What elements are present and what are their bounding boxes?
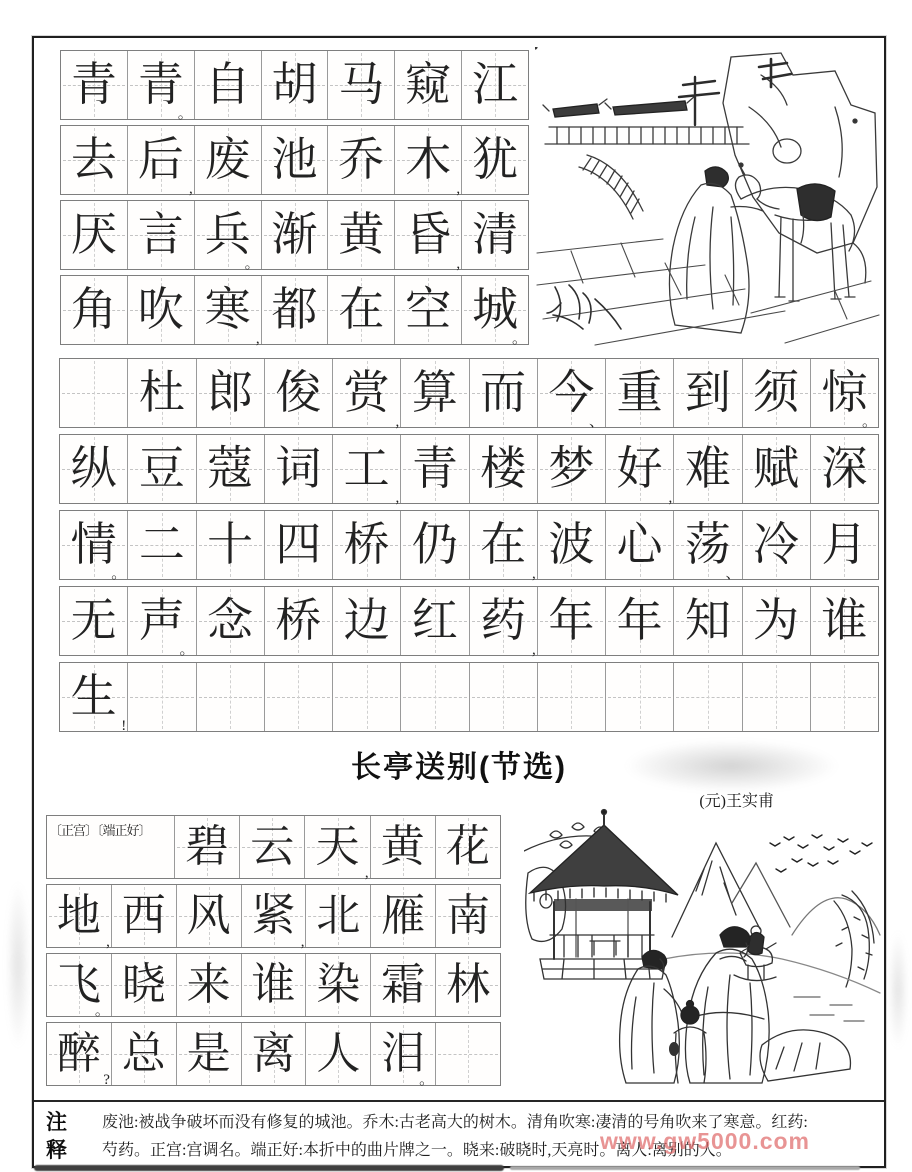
char-cell	[395, 276, 462, 344]
char-cell	[395, 201, 462, 272]
char-cell	[401, 359, 469, 427]
char-cell	[328, 126, 395, 194]
punctuation-mark: 。	[179, 642, 195, 658]
calligraphy-char: 青	[411, 443, 458, 494]
calligraphy-char: 惊	[821, 367, 868, 418]
punctuation-mark: 。	[244, 256, 260, 272]
calligraphy-char: 人	[316, 1029, 361, 1078]
char-cell	[401, 663, 469, 731]
bridge-horse-illustration	[535, 47, 882, 347]
grid-row	[60, 200, 529, 270]
char-cell	[197, 587, 265, 655]
calligraphy-char: 须	[753, 367, 800, 418]
calligraphy-char: 荡	[684, 519, 731, 570]
calligraphy-char: 乔	[338, 134, 385, 185]
char-cell	[177, 1023, 242, 1085]
char-cell	[112, 954, 177, 1016]
char-cell	[395, 126, 462, 197]
punctuation-mark: ,	[300, 934, 305, 950]
stream-marks	[794, 997, 864, 1021]
calligraphy-char: 赏	[343, 367, 390, 418]
char-cell	[195, 51, 262, 119]
calligraphy-char: 生	[70, 671, 117, 722]
punctuation-mark: 、	[588, 414, 604, 430]
calligraphy-char: 四	[275, 519, 322, 570]
calligraphy-char: 飞	[56, 960, 101, 1009]
char-cell	[177, 954, 242, 1016]
punctuation-mark: ,	[532, 642, 536, 658]
char-cell	[462, 51, 528, 119]
char-cell	[470, 435, 538, 503]
calligraphy-char: 而	[480, 367, 527, 418]
punctuation-mark: ,	[188, 181, 193, 197]
calligraphy-char: 渐	[271, 209, 318, 260]
char-cell	[47, 954, 112, 1019]
shrub	[547, 285, 621, 329]
char-cell	[743, 511, 811, 579]
char-cell	[538, 359, 606, 430]
char-cell	[743, 359, 811, 427]
char-cell	[128, 435, 196, 503]
char-cell	[61, 126, 128, 194]
calligraphy-char: 木	[405, 134, 452, 185]
calligraphy-char: 兵	[204, 209, 251, 260]
calligraphy-char: 马	[338, 59, 385, 110]
calligraphy-char: 是	[186, 1029, 231, 1078]
grid-row	[60, 50, 529, 120]
calligraphy-char: 冷	[753, 519, 800, 570]
char-cell	[60, 511, 128, 582]
char-cell	[606, 663, 674, 731]
char-cell	[436, 954, 500, 1016]
grid-row	[46, 1022, 501, 1086]
char-cell	[674, 359, 742, 427]
punctuation-mark: 。	[94, 1003, 110, 1019]
calligraphy-char: 都	[271, 284, 318, 335]
char-cell	[371, 885, 436, 947]
char-cell	[401, 511, 469, 579]
char-cell	[811, 359, 878, 430]
calligraphy-char: 青	[137, 59, 184, 110]
char-cell	[470, 587, 538, 658]
char-cell	[197, 511, 265, 579]
calligraphy-char: 吹	[137, 284, 184, 335]
char-cell	[265, 663, 333, 731]
char-cell	[811, 587, 878, 655]
char-cell	[811, 511, 878, 579]
calligraphy-char: 蔻	[207, 443, 254, 494]
char-cell	[333, 511, 401, 579]
page-frame	[32, 36, 886, 1168]
calligraphy-char: 寒	[204, 284, 251, 335]
calligraphy-char: 废	[204, 134, 251, 185]
calligraphy-char: 来	[186, 960, 231, 1009]
char-cell	[811, 435, 878, 503]
punctuation-mark: 、	[725, 566, 741, 582]
char-cell	[470, 511, 538, 582]
punctuation-mark: ,	[364, 865, 369, 881]
char-cell	[60, 435, 128, 503]
calligraphy-char: 犹	[472, 134, 519, 185]
char-cell	[175, 816, 240, 878]
char-cell	[328, 51, 395, 119]
char-cell	[333, 663, 401, 731]
calligraphy-char: 豆	[138, 443, 185, 494]
punctuation-mark: ,	[456, 181, 461, 197]
calligraphy-char: 十	[207, 519, 254, 570]
char-cell	[462, 201, 528, 269]
calligraphy-char: 林	[446, 960, 491, 1009]
char-cell	[538, 663, 606, 731]
char-cell	[240, 816, 305, 878]
char-cell	[606, 587, 674, 655]
char-cell	[177, 885, 242, 947]
char-cell	[112, 1023, 177, 1085]
char-cell	[436, 885, 500, 947]
poem-author: (元)王实甫	[699, 793, 774, 810]
watermark: www.gw5000.com	[600, 1128, 810, 1154]
calligraphy-char: 桥	[275, 595, 322, 646]
char-cell	[401, 435, 469, 503]
char-cell	[328, 276, 395, 344]
char-cell	[262, 276, 329, 344]
char-cell	[128, 276, 195, 344]
calligraphy-char: 在	[338, 284, 385, 335]
calligraphy-char: 黄	[380, 822, 425, 871]
calligraphy-char: 去	[70, 134, 117, 185]
calligraphy-char: 算	[411, 367, 458, 418]
punctuation-mark: ,	[532, 566, 536, 582]
calligraphy-char: 梦	[548, 443, 595, 494]
punctuation-mark: ,	[395, 490, 400, 506]
mountains	[672, 843, 880, 937]
char-cell	[128, 587, 196, 658]
calligraphy-char: 工	[343, 443, 390, 494]
calligraphy-char: 角	[70, 284, 117, 335]
calligraphy-char: 好	[616, 443, 663, 494]
calligraphy-char: 地	[56, 891, 101, 940]
rock-wall	[535, 47, 877, 253]
calligraphy-char: 碧	[185, 822, 230, 871]
calligraphy-char: 雁	[381, 891, 426, 940]
char-cell	[743, 435, 811, 503]
punctuation-mark: ,	[668, 490, 673, 506]
char-cell	[470, 359, 538, 427]
calligraphy-char: 月	[821, 519, 868, 570]
grid-row	[59, 586, 879, 656]
char-cell	[60, 663, 128, 734]
calligraphy-char: 桥	[343, 519, 390, 570]
calligraphy-char: 风	[186, 891, 231, 940]
calligraphy-grid-bottom	[46, 815, 501, 1091]
char-cell	[197, 663, 265, 731]
calligraphy-char: 心	[616, 519, 663, 570]
calligraphy-char: 难	[684, 443, 731, 494]
char-cell	[128, 663, 196, 731]
calligraphy-char: 城	[472, 284, 519, 335]
calligraphy-char: 杜	[138, 367, 185, 418]
char-cell	[436, 1023, 500, 1085]
calligraphy-char: 深	[821, 443, 868, 494]
punctuation-mark: ,	[395, 414, 400, 430]
calligraphy-char: 红	[411, 595, 458, 646]
calligraphy-char: 仍	[411, 519, 458, 570]
char-cell	[743, 663, 811, 731]
calligraphy-char: 声	[138, 595, 185, 646]
calligraphy-char: 药	[480, 595, 527, 646]
char-cell	[242, 954, 307, 1016]
notes-heading	[34, 1102, 88, 1166]
grid-row	[59, 662, 879, 732]
char-cell	[265, 587, 333, 655]
char-cell	[265, 435, 333, 503]
char-cell	[60, 587, 128, 655]
calligraphy-char: 云	[250, 822, 295, 871]
calligraphy-char: 自	[204, 59, 251, 110]
calligraphy-char: 昏	[405, 209, 452, 260]
calligraphy-char: 花	[445, 822, 490, 871]
calligraphy-char: 谁	[251, 960, 296, 1009]
char-cell	[538, 587, 606, 655]
char-cell	[371, 954, 436, 1016]
traveler-figure	[669, 167, 763, 333]
char-cell	[306, 885, 371, 947]
calligraphy-char: 池	[271, 134, 318, 185]
char-cell	[674, 511, 742, 582]
bleed-through-smudge	[888, 930, 908, 1050]
scan-edge-smudge-light	[510, 1166, 860, 1170]
char-cell	[197, 359, 265, 427]
char-cell	[333, 587, 401, 655]
calligraphy-char: 染	[316, 960, 361, 1009]
char-cell	[47, 885, 112, 950]
char-cell	[328, 201, 395, 269]
calligraphy-char: 今	[548, 367, 595, 418]
punctuation-mark: 。	[419, 1072, 435, 1088]
calligraphy-char: 重	[616, 367, 663, 418]
char-cell	[674, 663, 742, 731]
calligraphy-char: 厌	[70, 209, 117, 260]
char-cell	[462, 276, 528, 347]
char-cell	[61, 276, 128, 344]
calligraphy-grid-middle	[59, 358, 879, 738]
char-cell	[242, 885, 307, 950]
char-cell	[436, 816, 500, 878]
char-cell	[60, 359, 128, 427]
grid-row	[59, 358, 879, 428]
char-cell	[306, 954, 371, 1016]
poem-title: 长亭送别(节选)	[351, 751, 567, 784]
char-cell	[606, 435, 674, 506]
calligraphy-char: 郎	[207, 367, 254, 418]
grid-row	[59, 434, 879, 504]
calligraphy-char: 俊	[275, 367, 322, 418]
char-cell	[128, 201, 195, 269]
punctuation-mark: 。	[861, 414, 877, 430]
bottom-rock	[760, 1030, 850, 1081]
tune-label-cell	[47, 816, 175, 878]
calligraphy-char: 醉	[56, 1029, 101, 1078]
char-cell	[538, 435, 606, 503]
char-cell	[61, 201, 128, 269]
char-cell	[333, 359, 401, 430]
calligraphy-char: 情	[70, 519, 117, 570]
char-cell	[128, 359, 196, 427]
calligraphy-char: 知	[684, 595, 731, 646]
char-cell	[262, 51, 329, 119]
calligraphy-char: 年	[616, 595, 663, 646]
char-cell	[811, 663, 878, 731]
char-cell	[371, 816, 436, 878]
grid-row	[46, 884, 501, 948]
punctuation-mark: !	[121, 718, 127, 734]
char-cell	[371, 1023, 436, 1088]
calligraphy-char: 南	[446, 891, 491, 940]
notes-line-1: 废池:被战争破坏而没有修复的城池。乔木:古老高大的树木。清角吹寒:凄清的号角吹来了寒意。红药:	[102, 1114, 808, 1131]
grid-row	[46, 953, 501, 1017]
char-cell	[197, 435, 265, 503]
char-cell	[606, 359, 674, 427]
arched-steps	[579, 155, 643, 219]
calligraphy-char: 北	[316, 891, 361, 940]
calligraphy-char: 念	[207, 595, 254, 646]
calligraphy-char: 泪	[381, 1029, 426, 1078]
calligraphy-char: 边	[343, 595, 390, 646]
punctuation-mark: ?	[103, 1072, 110, 1088]
willow-branches	[834, 891, 874, 987]
char-cell	[262, 126, 329, 194]
char-cell	[606, 511, 674, 579]
char-cell	[305, 816, 370, 881]
geese-flock	[770, 835, 872, 872]
grid-row	[46, 815, 501, 879]
calligraphy-char: 无	[70, 595, 117, 646]
punctuation-mark: ,	[106, 934, 110, 950]
calligraphy-char: 词	[275, 443, 322, 494]
horse	[735, 166, 865, 301]
char-cell	[470, 663, 538, 731]
calligraphy-char: 到	[684, 367, 731, 418]
char-cell	[265, 511, 333, 579]
calligraphy-char: 楼	[480, 443, 527, 494]
char-cell	[242, 1023, 307, 1085]
char-cell	[306, 1023, 371, 1085]
calligraphy-char: 窥	[405, 59, 452, 110]
char-cell	[674, 587, 742, 655]
calligraphy-char: 年	[548, 595, 595, 646]
calligraphy-char: 天	[315, 822, 360, 871]
char-cell	[195, 126, 262, 194]
char-cell	[128, 511, 196, 579]
char-cell	[195, 201, 262, 272]
tune-label: 〔正宫〕〔端正好〕	[49, 823, 151, 838]
char-cell	[262, 201, 329, 269]
calligraphy-char: 清	[472, 209, 519, 260]
punctuation-mark: 。	[177, 106, 193, 122]
punctuation-mark: 。	[512, 331, 528, 347]
notes-char-shi: 释	[46, 1139, 67, 1162]
punctuation-mark: ,	[456, 256, 461, 272]
char-cell	[112, 885, 177, 947]
char-cell	[674, 435, 742, 503]
calligraphy-char: 离	[251, 1029, 296, 1078]
grid-row	[60, 125, 529, 195]
punctuation-mark: ,	[255, 331, 260, 347]
punctuation-mark: 。	[111, 566, 127, 582]
calligraphy-char: 西	[121, 891, 166, 940]
pavilion-farewell-illustration	[524, 807, 882, 1085]
calligraphy-char: 为	[753, 595, 800, 646]
char-cell	[333, 435, 401, 506]
calligraphy-char: 霜	[381, 960, 426, 1009]
calligraphy-char: 晓	[121, 960, 166, 1009]
char-cell	[47, 1023, 112, 1088]
notes-line-2: 芍药。正宫:宫调名。端正好:本折中的曲片牌之一。晓来:破晓时,天亮时。离人:离别的人。	[102, 1142, 732, 1159]
char-cell	[401, 587, 469, 655]
char-cell	[61, 51, 128, 119]
calligraphy-char: 黄	[338, 209, 385, 260]
calligraphy-char: 青	[70, 59, 117, 110]
calligraphy-char: 二	[138, 519, 185, 570]
bridge-corridor	[543, 77, 749, 144]
calligraphy-char: 后	[137, 134, 184, 185]
grid-row	[60, 275, 529, 345]
scan-edge-smudge	[34, 1165, 504, 1171]
calligraphy-char: 江	[472, 59, 519, 110]
char-cell	[743, 587, 811, 655]
calligraphy-char: 波	[548, 519, 595, 570]
calligraphy-char: 胡	[271, 59, 318, 110]
char-cell	[265, 359, 333, 427]
char-cell	[395, 51, 462, 119]
calligraphy-char: 空	[405, 284, 452, 335]
char-cell	[128, 126, 195, 197]
calligraphy-char: 言	[137, 209, 184, 260]
calligraphy-char: 在	[480, 519, 527, 570]
calligraphy-char: 总	[121, 1029, 166, 1078]
calligraphy-char: 纵	[70, 443, 117, 494]
calligraphy-char: 谁	[821, 595, 868, 646]
char-cell	[462, 126, 528, 194]
notes-char-zhu: 注	[46, 1111, 67, 1134]
char-cell	[538, 511, 606, 579]
calligraphy-grid-top	[60, 50, 529, 350]
char-cell	[195, 276, 262, 347]
calligraphy-char: 紧	[251, 891, 296, 940]
grid-row	[59, 510, 879, 580]
calligraphy-char: 赋	[753, 443, 800, 494]
char-cell	[128, 51, 195, 122]
bleed-through-smudge	[6, 880, 30, 1050]
